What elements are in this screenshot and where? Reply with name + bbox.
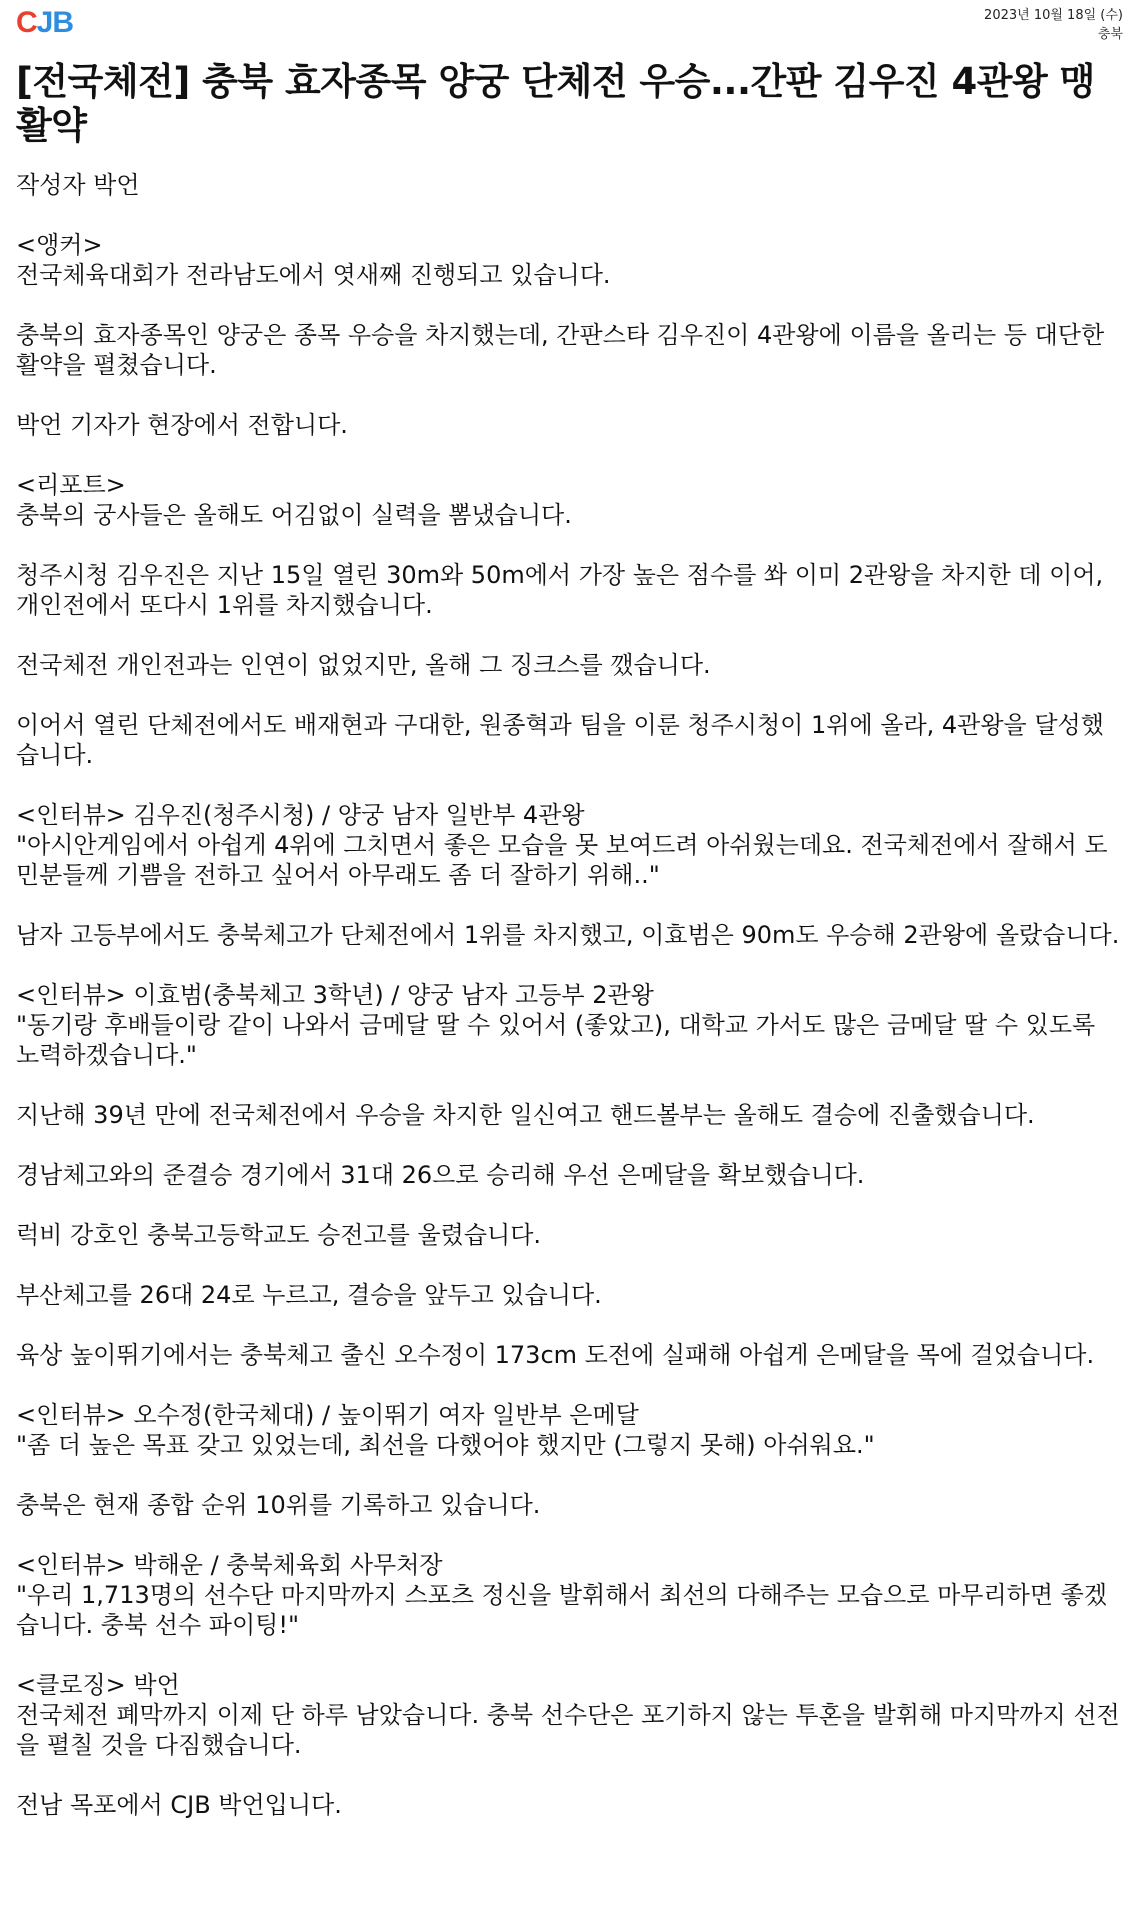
article-paragraph: [16, 560, 1121, 620]
article-body: [16, 170, 1121, 1850]
paragraph-line: <인터뷰> 이효범(충북체고 3학년) / 양궁 남자 고등부 2관왕: [16, 981, 654, 1009]
article-title: [전국체전] 충북 효자종목 양궁 단체전 우승...간판 김우진 4관왕 맹활약: [16, 60, 1095, 147]
paragraph-line: <클로징> 박언: [16, 1671, 180, 1699]
paragraph-line: "우리 1,713명의 선수단 마지막까지 스포츠 정신을 발휘해서 최선의 다해주는 모습으로 마무리하면 좋겠습니다. 충북 선수 파이팅!": [16, 1581, 1108, 1639]
paragraph-line: 럭비 강호인 충북고등학교도 승전고를 울렸습니다.: [16, 1221, 542, 1249]
article-paragraph: [16, 410, 1121, 440]
article-paragraph: [16, 710, 1121, 770]
paragraph-line: "좀 더 높은 목표 갖고 있었는데, 최선을 다했어야 했지만 (그렇지 못해) 아쉬워요.": [16, 1431, 875, 1459]
logo-letter-j: J: [36, 6, 53, 39]
article-paragraph: [16, 980, 1121, 1070]
paragraph-line: 청주시청 김우진은 지난 15일 열린 30m와 50m에서 가장 높은 점수를 쏴 이미 2관왕을 차지한 데 이어, 개인전에서 또다시 1위를 차지했습니다.: [16, 561, 1111, 619]
article-paragraph: [16, 1340, 1121, 1370]
article-paragraph: [16, 1670, 1121, 1760]
paragraph-line: "동기랑 후배들이랑 같이 나와서 금메달 딸 수 있어서 (좋았고), 대학교 가서도 많은 금메달 딸 수 있도록 노력하겠습니다.": [16, 1011, 1103, 1069]
article-paragraph: [16, 1790, 1121, 1820]
article-meta: [984, 6, 1123, 44]
article-region: 충북: [1097, 27, 1123, 42]
paragraph-line: 충북은 현재 종합 순위 10위를 기록하고 있습니다.: [16, 1491, 541, 1519]
paragraph-line: 전국체육대회가 전라남도에서 엿새째 진행되고 있습니다.: [16, 261, 611, 289]
cjb-logo[interactable]: [16, 6, 73, 40]
paragraph-line: <리포트>: [16, 471, 126, 499]
article-paragraph: [16, 650, 1121, 680]
article-paragraph: [16, 800, 1121, 890]
paragraph-line: <인터뷰> 김우진(청주시청) / 양궁 남자 일반부 4관왕: [16, 801, 585, 829]
article-paragraph: [16, 1280, 1121, 1310]
article-paragraphs: [16, 230, 1121, 1820]
logo-letter-b: B: [52, 6, 74, 39]
article-paragraph: [16, 320, 1121, 380]
article-paragraph: [16, 1400, 1121, 1460]
paragraph-line: 전남 목포에서 CJB 박언입니다.: [16, 1791, 342, 1819]
paragraph-line: 충북의 궁사들은 올해도 어김없이 실력을 뽐냈습니다.: [16, 501, 572, 529]
article-paragraph: [16, 1100, 1121, 1130]
article-paragraph: [16, 1490, 1121, 1520]
paragraph-line: <인터뷰> 오수정(한국체대) / 높이뛰기 여자 일반부 은메달: [16, 1401, 639, 1429]
logo-letter-c: C: [16, 6, 37, 39]
paragraph-line: "아시안게임에서 아쉽게 4위에 그치면서 좋은 모습을 못 보여드려 아쉬웠는데요. 전국체전에서 잘해서 도민분들께 기쁨을 전하고 싶어서 아무래도 좀 더 잘하기 위해..": [16, 831, 1108, 889]
article-paragraph: [16, 920, 1121, 950]
paragraph-line: 이어서 열린 단체전에서도 배재현과 구대한, 원종혁과 팀을 이룬 청주시청이 1위에 올라, 4관왕을 달성했습니다.: [16, 711, 1104, 769]
paragraph-line: 부산체고를 26대 24로 누르고, 결승을 앞두고 있습니다.: [16, 1281, 602, 1309]
paragraph-line: 박언 기자가 현장에서 전합니다.: [16, 411, 348, 439]
paragraph-line: 남자 고등부에서도 충북체고가 단체전에서 1위를 차지했고, 이효범은 90m도 우승해 2관왕에 올랐습니다.: [16, 921, 1120, 949]
article-date: 2023년 10월 18일 (수): [984, 8, 1123, 23]
article-paragraph: [16, 470, 1121, 530]
article-paragraph: [16, 230, 1121, 290]
article-author: 작성자 박언: [16, 171, 140, 199]
top-bar: [0, 0, 1137, 50]
paragraph-line: 육상 높이뛰기에서는 충북체고 출신 오수정이 173cm 도전에 실패해 아쉽게 은메달을 목에 걸었습니다.: [16, 1341, 1095, 1369]
paragraph-line: <앵커>: [16, 231, 103, 259]
article-paragraph: [16, 1160, 1121, 1190]
article-paragraph: [16, 1220, 1121, 1250]
paragraph-line: 전국체전 개인전과는 인연이 없었지만, 올해 그 징크스를 깼습니다.: [16, 651, 711, 679]
paragraph-line: 충북의 효자종목인 양궁은 종목 우승을 차지했는데, 간판스타 김우진이 4관왕에 이름을 올리는 등 대단한 활약을 펼쳤습니다.: [16, 321, 1112, 379]
paragraph-line: <인터뷰> 박해운 / 충북체육회 사무처장: [16, 1551, 443, 1579]
paragraph-line: 지난해 39년 만에 전국체전에서 우승을 차지한 일신여고 핸드볼부는 올해도 결승에 진출했습니다.: [16, 1101, 1035, 1129]
article-paragraph: [16, 1550, 1121, 1640]
paragraph-line: 경남체고와의 준결승 경기에서 31대 26으로 승리해 우선 은메달을 확보했습니다.: [16, 1161, 865, 1189]
paragraph-line: 전국체전 폐막까지 이제 단 하루 남았습니다. 충북 선수단은 포기하지 않는 투혼을 발휘해 마지막까지 선전을 펼칠 것을 다짐했습니다.: [16, 1701, 1120, 1759]
